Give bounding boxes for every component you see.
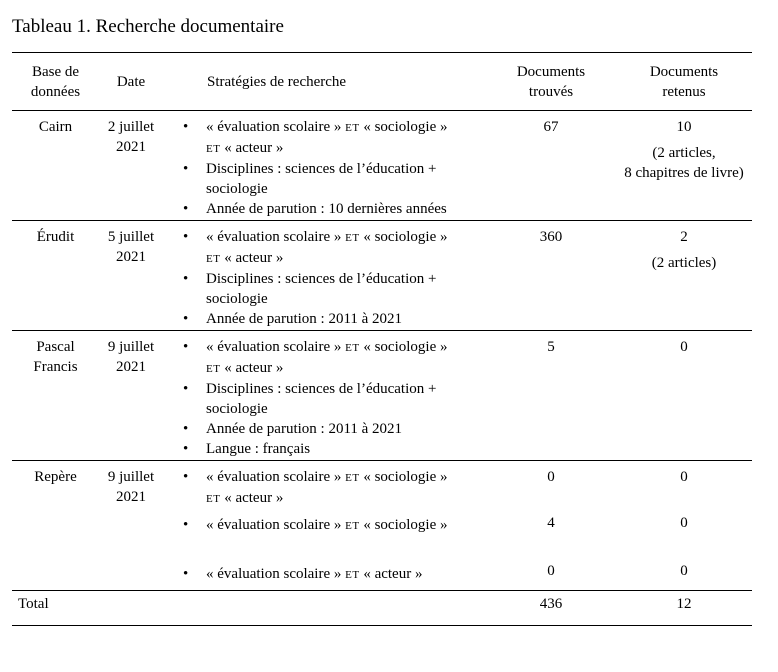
query-text: « sociologie » <box>359 119 448 135</box>
strategy-item: • Année de parution : 2011 à 2021 <box>163 419 486 439</box>
cell-kept: 0 <box>680 339 688 355</box>
cell-date <box>99 111 163 221</box>
strategy-list <box>163 227 486 329</box>
operator-et: ET <box>345 520 360 532</box>
header-found <box>486 53 616 111</box>
cell-database <box>12 221 99 331</box>
total-kept: 12 <box>676 596 692 612</box>
strategy-item <box>163 337 486 379</box>
spacer <box>488 533 614 561</box>
date-line2: 2021 <box>116 249 146 265</box>
kept-detail: (2 articles, <box>652 145 716 161</box>
cell-kept <box>616 111 752 221</box>
cell-empty <box>163 591 486 626</box>
kept-count: 10 <box>676 119 692 135</box>
strategy-item <box>163 227 486 269</box>
kept-count: 0 <box>680 563 688 579</box>
header-database <box>12 53 99 111</box>
discipline-text: sociologie <box>206 291 268 307</box>
cell-found: 67 <box>543 119 559 135</box>
date-line1: 9 juillet <box>107 469 155 485</box>
operator-et: ET <box>345 122 360 134</box>
kept-detail: 8 chapitres de livre) <box>624 165 744 181</box>
strategy-item <box>163 379 486 419</box>
kept-count: 0 <box>680 515 688 531</box>
discipline-text: sociologie <box>206 401 268 417</box>
cell-date <box>99 221 163 331</box>
cell-strategies <box>163 221 486 331</box>
discipline-text: sociologie <box>206 181 268 197</box>
header-database-line1: Base de <box>31 64 80 80</box>
query-text: « acteur » <box>220 360 284 376</box>
operator-et: ET <box>206 143 221 155</box>
cell-database <box>12 461 99 591</box>
query-text: « évaluation scolaire » <box>206 517 346 533</box>
cell-kept <box>616 461 752 591</box>
query-text: « acteur » <box>220 250 284 266</box>
cell-empty <box>99 591 163 626</box>
header-database-line2: données <box>30 84 81 100</box>
strategy-list <box>163 117 486 219</box>
database-name: Repère <box>34 469 77 485</box>
header-found-line1: Documents <box>516 64 586 80</box>
header-kept-line2: retenus <box>662 84 706 100</box>
cell-date <box>99 461 163 591</box>
total-label: Total <box>18 596 49 612</box>
operator-et: ET <box>206 253 221 265</box>
header-strategies: Stratégies de recherche <box>207 74 347 90</box>
strategy-item <box>163 117 486 159</box>
database-name: Francis <box>33 359 78 375</box>
operator-et: ET <box>345 232 360 244</box>
query-text: « sociologie » <box>359 469 448 485</box>
date-line2: 2021 <box>116 359 146 375</box>
strategy-list <box>163 337 486 459</box>
operator-et: ET <box>345 342 360 354</box>
query-text: « évaluation scolaire » <box>206 339 346 355</box>
query-text: « évaluation scolaire » <box>206 469 346 485</box>
query-text: « acteur » <box>220 490 284 506</box>
date-line1: 9 juillet <box>107 339 155 355</box>
cell-strategies <box>163 331 486 461</box>
date-line2: 2021 <box>116 489 146 505</box>
database-name: Cairn <box>38 119 73 135</box>
header-row <box>12 53 752 111</box>
strategy-item: • Année de parution : 2011 à 2021 <box>163 309 486 329</box>
discipline-text: Disciplines : sciences de l’éducation + <box>206 271 437 287</box>
cell-found: 5 <box>547 339 555 355</box>
strategy-item: • Langue : français <box>163 439 486 459</box>
header-found-line2: trouvés <box>528 84 574 100</box>
strategy-item <box>163 515 486 536</box>
cell-strategies <box>163 111 486 221</box>
strategy-item <box>163 564 486 585</box>
found-count: 0 <box>547 563 555 579</box>
discipline-text: Disciplines : sciences de l’éducation + <box>206 161 437 177</box>
operator-et: ET <box>206 363 221 375</box>
cell-found: 360 <box>539 229 563 245</box>
found-count: 0 <box>547 469 555 485</box>
kept-count: 0 <box>680 469 688 485</box>
found-count: 4 <box>547 515 555 531</box>
strategy-item <box>163 269 486 309</box>
query-text: « acteur » <box>220 140 284 156</box>
operator-et: ET <box>206 493 221 505</box>
query-text: « sociologie » <box>359 339 448 355</box>
date-line1: 5 juillet <box>107 229 155 245</box>
kept-detail: (2 articles) <box>651 255 717 271</box>
header-kept <box>616 53 752 111</box>
query-text: « évaluation scolaire » <box>206 566 346 582</box>
cell-database <box>12 111 99 221</box>
operator-et: ET <box>345 569 360 581</box>
table-row <box>12 331 752 461</box>
query-text: « sociologie » <box>359 517 448 533</box>
date-line2: 2021 <box>116 139 146 155</box>
operator-et: ET <box>345 472 360 484</box>
total-found: 436 <box>539 596 563 612</box>
database-name: Érudit <box>36 229 75 245</box>
strategy-item <box>163 467 486 509</box>
query-text: « acteur » <box>359 566 423 582</box>
discipline-text: Disciplines : sciences de l’éducation + <box>206 381 437 397</box>
query-text: « évaluation scolaire » <box>206 229 346 245</box>
date-line1: 2 juillet <box>107 119 155 135</box>
spacer <box>488 487 614 513</box>
spacer <box>618 487 750 513</box>
header-kept-line1: Documents <box>649 64 719 80</box>
query-text: « sociologie » <box>359 229 448 245</box>
kept-count: 2 <box>680 229 688 245</box>
table-title: Tableau 1. Recherche documentaire <box>12 16 284 37</box>
header-date: Date <box>116 74 146 90</box>
table-row <box>12 461 752 591</box>
database-name: Pascal <box>36 339 75 355</box>
table-row <box>12 111 752 221</box>
table-row <box>12 221 752 331</box>
cell-strategies <box>163 461 486 591</box>
strategy-item <box>163 159 486 199</box>
query-text: « évaluation scolaire » <box>206 119 346 135</box>
cell-database <box>12 331 99 461</box>
cell-found <box>486 461 616 591</box>
strategy-item: • Année de parution : 10 dernières années <box>163 199 486 219</box>
cell-kept <box>616 221 752 331</box>
total-row <box>12 591 752 626</box>
cell-date <box>99 331 163 461</box>
research-table <box>12 52 752 626</box>
spacer <box>618 533 750 561</box>
strategy-list <box>163 467 486 585</box>
